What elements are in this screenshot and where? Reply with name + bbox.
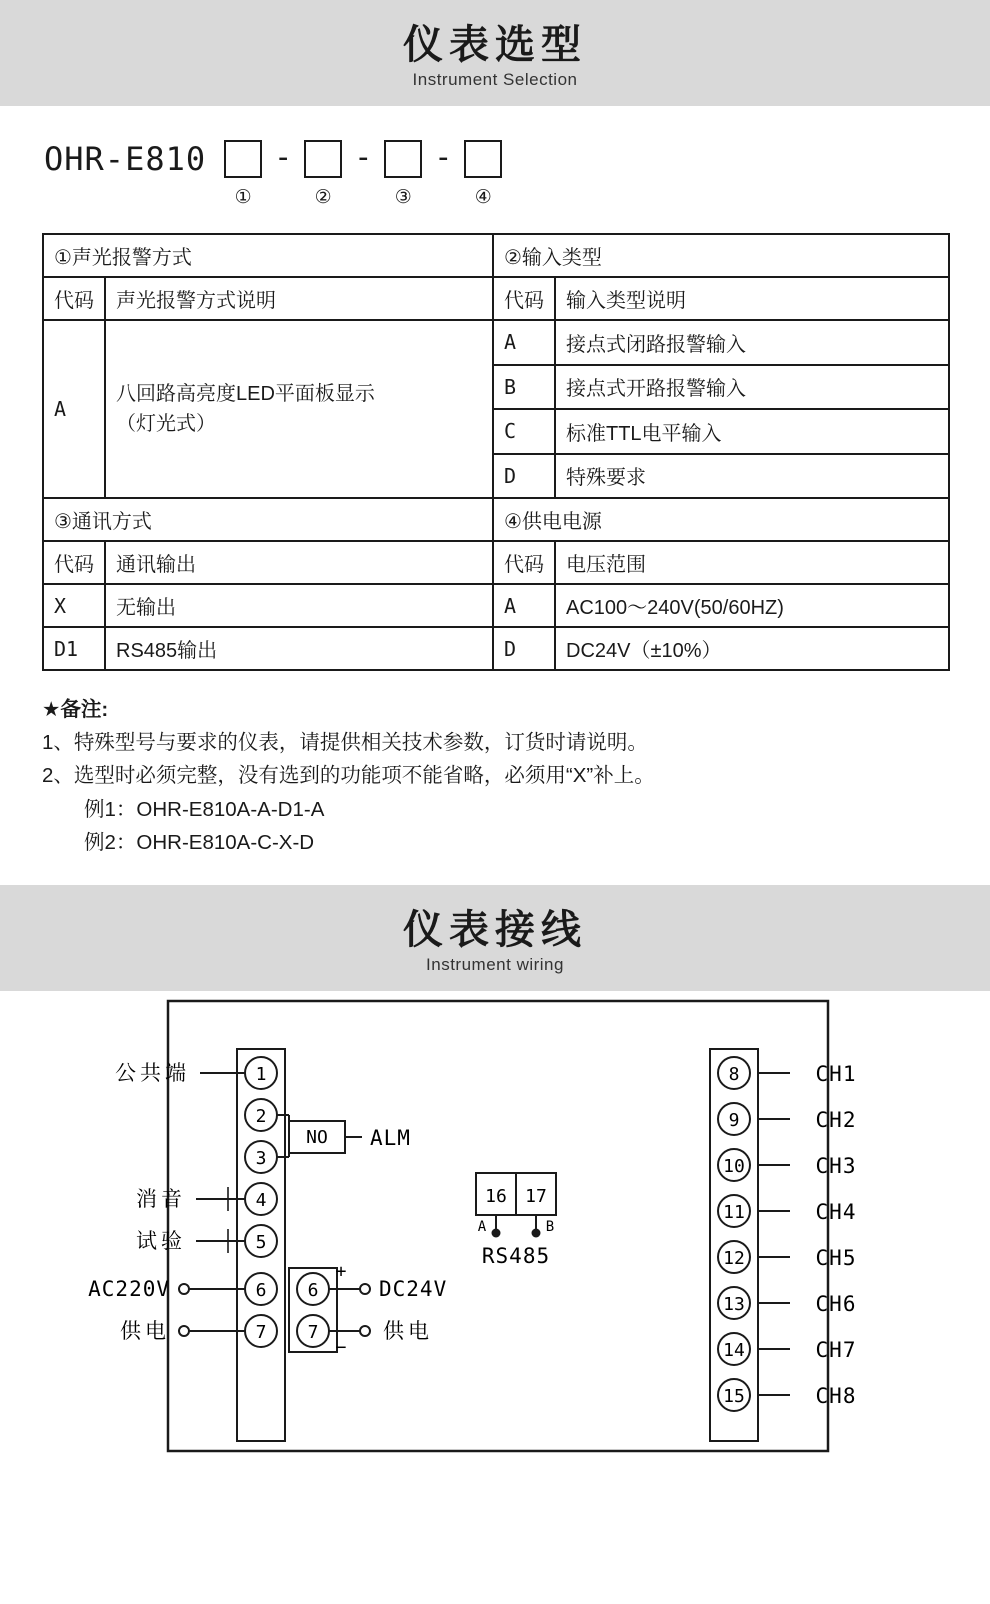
group-header-2: ②输入类型 (493, 234, 949, 277)
model-slot-marker-2: ② (314, 187, 332, 208)
group-header-1: ①声光报警方式 (43, 234, 493, 277)
notes-title: ★备注: (42, 698, 109, 721)
cell-code-2-b: B (493, 365, 555, 410)
label-mute: 消音 (136, 1188, 186, 1212)
section-title-en: Instrument Selection (412, 70, 578, 89)
wiring-title-en: Instrument wiring (426, 955, 564, 975)
label-common: 公共端 (115, 1062, 190, 1086)
model-slot-4[interactable] (464, 136, 502, 207)
terminal-14-label: 14 (723, 1340, 745, 1362)
model-name: OHR-E810 (44, 140, 207, 178)
dc-node-minus (360, 1326, 370, 1336)
selection-table (42, 233, 950, 671)
cell-desc-4-d: DC24V（±10%） (555, 627, 949, 670)
wiring-title-zh: 仪表接线 (403, 908, 587, 953)
wiring-body (0, 991, 990, 1461)
cell-code-4-d: D (493, 627, 555, 670)
model-slot-marker-3: ③ (394, 187, 412, 208)
rs485-node-a (492, 1229, 501, 1238)
col-head-desc-3: 通讯输出 (105, 541, 493, 584)
cell-desc-3-d1: RS485输出 (105, 627, 493, 670)
cell-desc-2-d: 特殊要求 (555, 454, 949, 499)
right-terminals (718, 1057, 856, 1411)
cell-desc-1-a-line1: 八回路高亮度LED平面板显示 (116, 383, 375, 405)
terminal-15-label: 15 (723, 1386, 745, 1408)
model-slot-2[interactable] (304, 136, 342, 207)
rs485-terminal-16: 16 (485, 1186, 507, 1208)
terminal-12-label: 12 (723, 1248, 745, 1270)
label-dc-power-2: 供电 (383, 1320, 433, 1344)
channel-8-label: CH8 (815, 1384, 857, 1409)
cell-desc-1-a-line2: （灯光式） (116, 413, 216, 435)
group-header-4: ④供电电源 (493, 498, 949, 541)
note-example-2: 例2：OHR-E810A-C-X-D (84, 830, 315, 854)
table-row (43, 541, 949, 584)
label-ac-power-1: AC220V (88, 1277, 170, 1302)
terminal-5-label: 5 (255, 1232, 267, 1254)
terminal-11-label: 11 (723, 1202, 745, 1224)
relay-alm-label: ALM (370, 1126, 411, 1151)
group-header-3: ③通讯方式 (43, 498, 493, 541)
rs485-label-b: B (545, 1219, 555, 1236)
cell-desc-2-c: 标准TTL电平输入 (555, 409, 949, 454)
channel-3-label: CH3 (815, 1154, 857, 1179)
model-slot-box-4[interactable] (464, 140, 502, 178)
terminal-13-label: 13 (723, 1294, 745, 1316)
cell-desc-2-b: 接点式开路报警输入 (555, 365, 949, 410)
channel-6-label: CH6 (815, 1292, 857, 1317)
channel-4-label: CH4 (815, 1200, 857, 1225)
rs485-label-a: A (477, 1219, 487, 1236)
terminal-2-label: 2 (255, 1106, 267, 1128)
wiring-diagram (0, 991, 990, 1461)
cell-code-2-d: D (493, 454, 555, 499)
terminal-8-label: 8 (728, 1064, 740, 1086)
model-slot-marker-4: ④ (474, 187, 492, 208)
col-head-code-2: 代码 (493, 277, 555, 320)
dc-node-plus (360, 1284, 370, 1294)
left-terminals (245, 1057, 277, 1347)
model-slot-1[interactable] (224, 136, 262, 207)
dc-minus-sign: − (335, 1337, 347, 1359)
rs485-terminal-17: 17 (525, 1186, 547, 1208)
rs485-node-b (532, 1229, 541, 1238)
model-slot-marker-1: ① (234, 187, 252, 208)
dc-terminal-7-label: 7 (307, 1322, 319, 1344)
table-row (43, 584, 949, 627)
terminal-4-label: 4 (255, 1190, 267, 1212)
relay-no-label: NO (306, 1127, 328, 1149)
cell-desc-2-a: 接点式闭路报警输入 (555, 320, 949, 365)
terminal-6-label: 6 (255, 1280, 267, 1302)
terminal-7-label: 7 (255, 1322, 267, 1344)
cell-desc-1-a (105, 320, 493, 498)
channel-7-label: CH7 (815, 1338, 857, 1363)
table-row (43, 627, 949, 670)
model-slot-3[interactable] (384, 136, 422, 207)
notes-block (42, 693, 948, 859)
col-head-desc-1: 声光报警方式说明 (105, 277, 493, 320)
terminal-10-label: 10 (723, 1156, 745, 1178)
terminal-1-label: 1 (255, 1064, 267, 1086)
note-example-1: 例1：OHR-E810A-A-D1-A (84, 797, 325, 821)
channel-1-label: CH1 (815, 1062, 857, 1087)
section-title-zh: 仪表选型 (403, 23, 587, 67)
section-header-wiring (0, 885, 990, 991)
model-slot-box-3[interactable] (384, 140, 422, 178)
note-item-1: 1、特殊型号与要求的仪表，请提供相关技术参数，订货时请说明。 (42, 731, 648, 755)
model-slot-box-2[interactable] (304, 140, 342, 178)
model-separator-3: - (434, 140, 453, 175)
col-head-code-3: 代码 (43, 541, 105, 584)
note-item-2: 2、选型时必须完整，没有选到的功能项不能省略，必须用“X”补上。 (42, 764, 655, 788)
cell-code-2-a: A (493, 320, 555, 365)
table-row (43, 498, 949, 541)
dc-terminal-6-label: 6 (307, 1280, 319, 1302)
channel-2-label: CH2 (815, 1108, 857, 1133)
label-test: 试验 (136, 1230, 186, 1254)
col-head-code-1: 代码 (43, 277, 105, 320)
model-separator-1: - (274, 140, 293, 175)
cell-desc-3-x: 无输出 (105, 584, 493, 627)
model-separator-2: - (354, 140, 373, 175)
col-head-code-4: 代码 (493, 541, 555, 584)
col-head-desc-4: 电压范围 (555, 541, 949, 584)
terminal-3-label: 3 (255, 1148, 267, 1170)
cell-code-4-a: A (493, 584, 555, 627)
ac-node-l (179, 1284, 189, 1294)
model-slot-group (224, 136, 502, 207)
label-ac-power-2: 供电 (120, 1320, 170, 1344)
channel-5-label: CH5 (815, 1246, 857, 1271)
cell-code-3-x: X (43, 584, 105, 627)
table-row (43, 234, 949, 277)
rs485-label: RS485 (481, 1244, 551, 1269)
col-head-desc-2: 输入类型说明 (555, 277, 949, 320)
label-dc-power-1: DC24V (379, 1277, 448, 1302)
dc-plus-sign: + (335, 1261, 347, 1283)
table-row (43, 277, 949, 320)
model-code-row (44, 136, 948, 207)
table-row (43, 320, 949, 365)
model-slot-box-1[interactable] (224, 140, 262, 178)
cell-desc-4-a: AC100～240V(50/60HZ) (555, 584, 949, 627)
cell-code-3-d1: D1 (43, 627, 105, 670)
ac-node-n (179, 1326, 189, 1336)
cell-code-1-a: A (43, 320, 105, 498)
cell-code-2-c: C (493, 409, 555, 454)
section-header-selection (0, 0, 990, 106)
terminal-9-label: 9 (728, 1110, 740, 1132)
selection-body (0, 106, 990, 885)
